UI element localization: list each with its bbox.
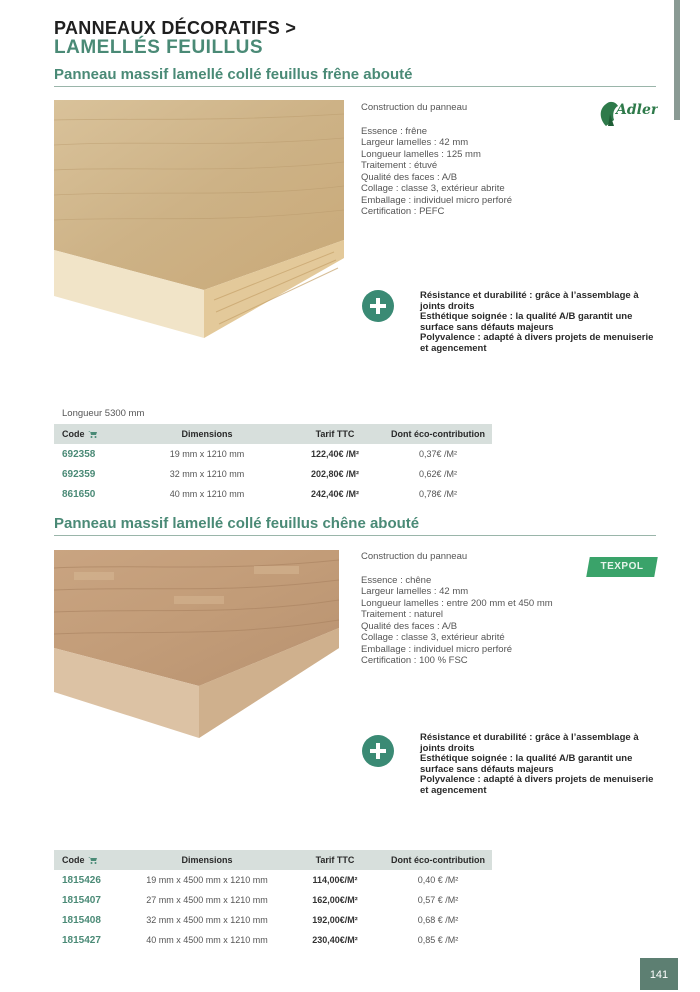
col-header-code: Code <box>54 850 128 870</box>
product-dimensions: 19 mm x 1210 mm <box>169 449 245 459</box>
product-price: 230,40€/M² <box>312 935 358 945</box>
spec-line: Collage : classe 3, extérieur abrité <box>361 632 505 643</box>
product-dimensions: 32 mm x 4500 mm x 1210 mm <box>146 915 268 925</box>
product-eco: 0,62€ /M² <box>418 469 458 479</box>
spec-line: Qualité des faces : A/B <box>361 171 458 183</box>
section1-benefits <box>420 291 660 354</box>
table-row <box>54 484 492 504</box>
benefit-line: Polyvalence : adapté à divers projets de menuiserie et agencement <box>420 774 654 796</box>
product-dimensions: 27 mm x 4500 mm x 1210 mm <box>146 895 268 905</box>
product-price: 162,00€/M² <box>312 895 358 905</box>
spec-line: Largeur lamelles : 42 mm <box>361 586 469 597</box>
col-header-dimensions: Dimensions <box>128 850 286 870</box>
texpol-logo: TEXPOL <box>586 557 658 577</box>
oak-panel-photo <box>54 550 339 740</box>
section2-specs <box>361 551 553 667</box>
col-header-price: Tarif TTC <box>286 850 384 870</box>
page-number: 141 <box>640 958 678 990</box>
subcategory-title: LAMELLÉS FEUILLUS <box>54 37 264 58</box>
section2-benefits <box>420 733 660 796</box>
specs-heading: Construction du panneau <box>361 102 468 113</box>
product-code: 1815407 <box>62 894 101 906</box>
col-header-eco: Dont éco-contribution <box>384 850 492 870</box>
edge-decoration-bar <box>674 0 680 120</box>
product-eco: 0,40 € /M² <box>417 875 459 885</box>
spec-line: Longueur lamelles : 125 mm <box>361 148 481 160</box>
svg-text:Adler: Adler <box>616 102 658 118</box>
plus-icon <box>362 290 394 322</box>
spec-line: Certification : PEFC <box>361 206 445 217</box>
product-dimensions: 19 mm x 4500 mm x 1210 mm <box>146 875 268 885</box>
ash-panel-photo <box>54 100 344 340</box>
product-code: 692359 <box>62 468 96 480</box>
spec-line: Essence : chêne <box>361 574 432 586</box>
section1-rule <box>54 86 656 87</box>
benefit-line: Polyvalence : adapté à divers projets de menuiserie et agencement <box>420 332 654 354</box>
product-price: 192,00€/M² <box>312 915 358 925</box>
spec-line: Collage : classe 3, extérieur abrite <box>361 183 505 194</box>
spec-line: Emballage : individuel micro perforé <box>361 643 513 655</box>
spec-line: Essence : frêne <box>361 125 428 137</box>
benefit-line: Résistance et durabilité : grâce à l’assemblage à joints droits <box>420 732 639 754</box>
product-price: 202,80€ /M² <box>310 469 360 479</box>
spec-line: Traitement : étuvé <box>361 160 438 171</box>
length-label: Longueur 5300 mm <box>62 408 145 419</box>
benefit-line: Esthétique soignée : la qualité A/B garantit une surface sans défauts majeurs <box>420 753 633 775</box>
page-header <box>54 18 296 58</box>
cart-icon <box>88 430 98 438</box>
spec-line: Traitement : naturel <box>361 609 444 620</box>
product-code: 1815408 <box>62 914 101 926</box>
section1-price-table <box>54 424 492 504</box>
table-row <box>54 910 492 930</box>
product-eco: 0,85 € /M² <box>417 935 459 945</box>
section1-title: Panneau massif lamellé collé feuillus frêne abouté <box>54 66 413 83</box>
spec-line: Largeur lamelles : 42 mm <box>361 137 469 148</box>
col-header-eco: Dont éco-contribution <box>384 424 492 444</box>
col-header-code: Code <box>54 424 128 444</box>
product-dimensions: 32 mm x 1210 mm <box>169 469 245 479</box>
product-price: 242,40€ /M² <box>310 489 360 499</box>
spec-line: Longueur lamelles : entre 200 mm et 450 mm <box>361 597 553 609</box>
product-dimensions: 40 mm x 1210 mm <box>169 489 245 499</box>
plus-icon <box>362 735 394 767</box>
product-code: 1815426 <box>62 874 101 886</box>
cart-icon <box>88 856 98 864</box>
table-row <box>54 870 492 890</box>
spec-line: Certification : 100 % FSC <box>361 655 468 666</box>
col-header-dimensions: Dimensions <box>128 424 286 444</box>
table-row <box>54 444 492 464</box>
benefit-line: Résistance et durabilité : grâce à l’assemblage à joints droits <box>420 290 639 312</box>
table-row <box>54 890 492 910</box>
product-price: 114,00€/M² <box>312 875 358 885</box>
product-code: 692358 <box>62 448 96 460</box>
table-row <box>54 930 492 950</box>
section2-title: Panneau massif lamellé collé feuillus chêne abouté <box>54 515 420 532</box>
section2-price-table <box>54 850 492 950</box>
product-eco: 0,57 € /M² <box>417 895 459 905</box>
spec-line: Emballage : individuel micro perforé <box>361 194 513 206</box>
product-eco: 0,78€ /M² <box>418 489 458 499</box>
product-code: 1815427 <box>62 934 101 946</box>
category-title: PANNEAUX DÉCORATIFS > <box>54 18 297 38</box>
specs-heading: Construction du panneau <box>361 551 468 562</box>
section2-rule <box>54 535 656 536</box>
adler-logo <box>594 96 658 132</box>
product-eco: 0,37€ /M² <box>418 449 458 459</box>
spec-line: Qualité des faces : A/B <box>361 620 458 632</box>
product-price: 122,40€ /M² <box>310 449 360 459</box>
benefit-line: Esthétique soignée : la qualité A/B garantit une surface sans défauts majeurs <box>420 311 633 333</box>
section1-specs <box>361 102 512 218</box>
product-eco: 0,68 € /M² <box>417 915 459 925</box>
product-code: 861650 <box>62 488 96 500</box>
col-header-price: Tarif TTC <box>286 424 384 444</box>
product-dimensions: 40 mm x 4500 mm x 1210 mm <box>146 935 268 945</box>
table-row <box>54 464 492 484</box>
